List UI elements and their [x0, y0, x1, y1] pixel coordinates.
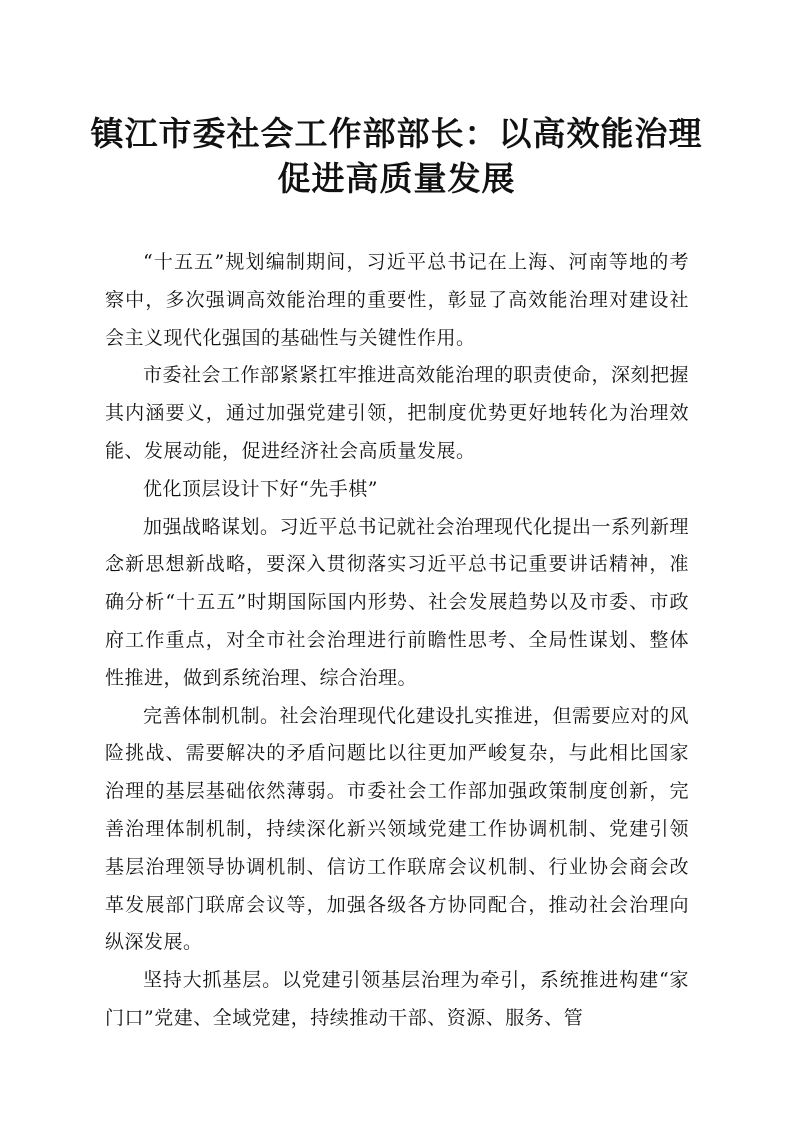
paragraph-mission: 市委社会工作部紧紧扛牢推进高效能治理的职责使命，深刻把握其内涵要义，通过加强党建引领，把制度优势更好地转化为治理效能、发展动能，促进经济社会高质量发展。: [105, 364, 690, 462]
article-title-line-2: 促进高质量发展: [277, 159, 516, 198]
paragraph-grassroots: 坚持大抓基层。以党建引领基层治理为牵引，系统推进构建“家门口”党建、全域党建，持续推动干部、资源、服务、管: [105, 969, 689, 1029]
paragraph-intro: “十五五”规划编制期间，习近平总书记在上海、河南等地的考察中，多次强调高效能治理的重要性，彰显了高效能治理对建设社会主义现代化强国的基础性与关键性作用。: [105, 251, 689, 349]
paragraph-mechanisms: 完善体制机制。社会治理现代化建设扎实推进，但需要应对的风险挑战、需要解决的矛盾问题比以往更加严峻复杂，与此相比国家治理的基层基础依然薄弱。市委社会工作部加强政策制度创新，完善治理体制机制，持续深化新兴领域党建工作协调机制、党建引领基层治理领导协调机制、信访工作联席会议机制、行业协会商会改革发展部门联席会议等，加强各级各方协同配合，推动社会治理向纵深发展。: [105, 704, 690, 954]
paragraph-strategy: 加强战略谋划。习近平总书记就社会治理现代化提出一系列新理念新思想新战略，要深入贯彻落实习近平总书记重要讲话精神，准确分析“十五五”时期国际国内形势、社会发展趋势以及市委、市政府工作重点，对全市社会治理进行前瞻性思考、全局性谋划、整体性推进，做到系统治理、综合治理。: [105, 515, 690, 689]
section-heading: 优化顶层设计下好“先手棋”: [143, 477, 378, 500]
article-title-line-1: 镇江市委社会工作部部长：以高效能治理: [90, 114, 703, 153]
article-body: [105, 244, 689, 1038]
